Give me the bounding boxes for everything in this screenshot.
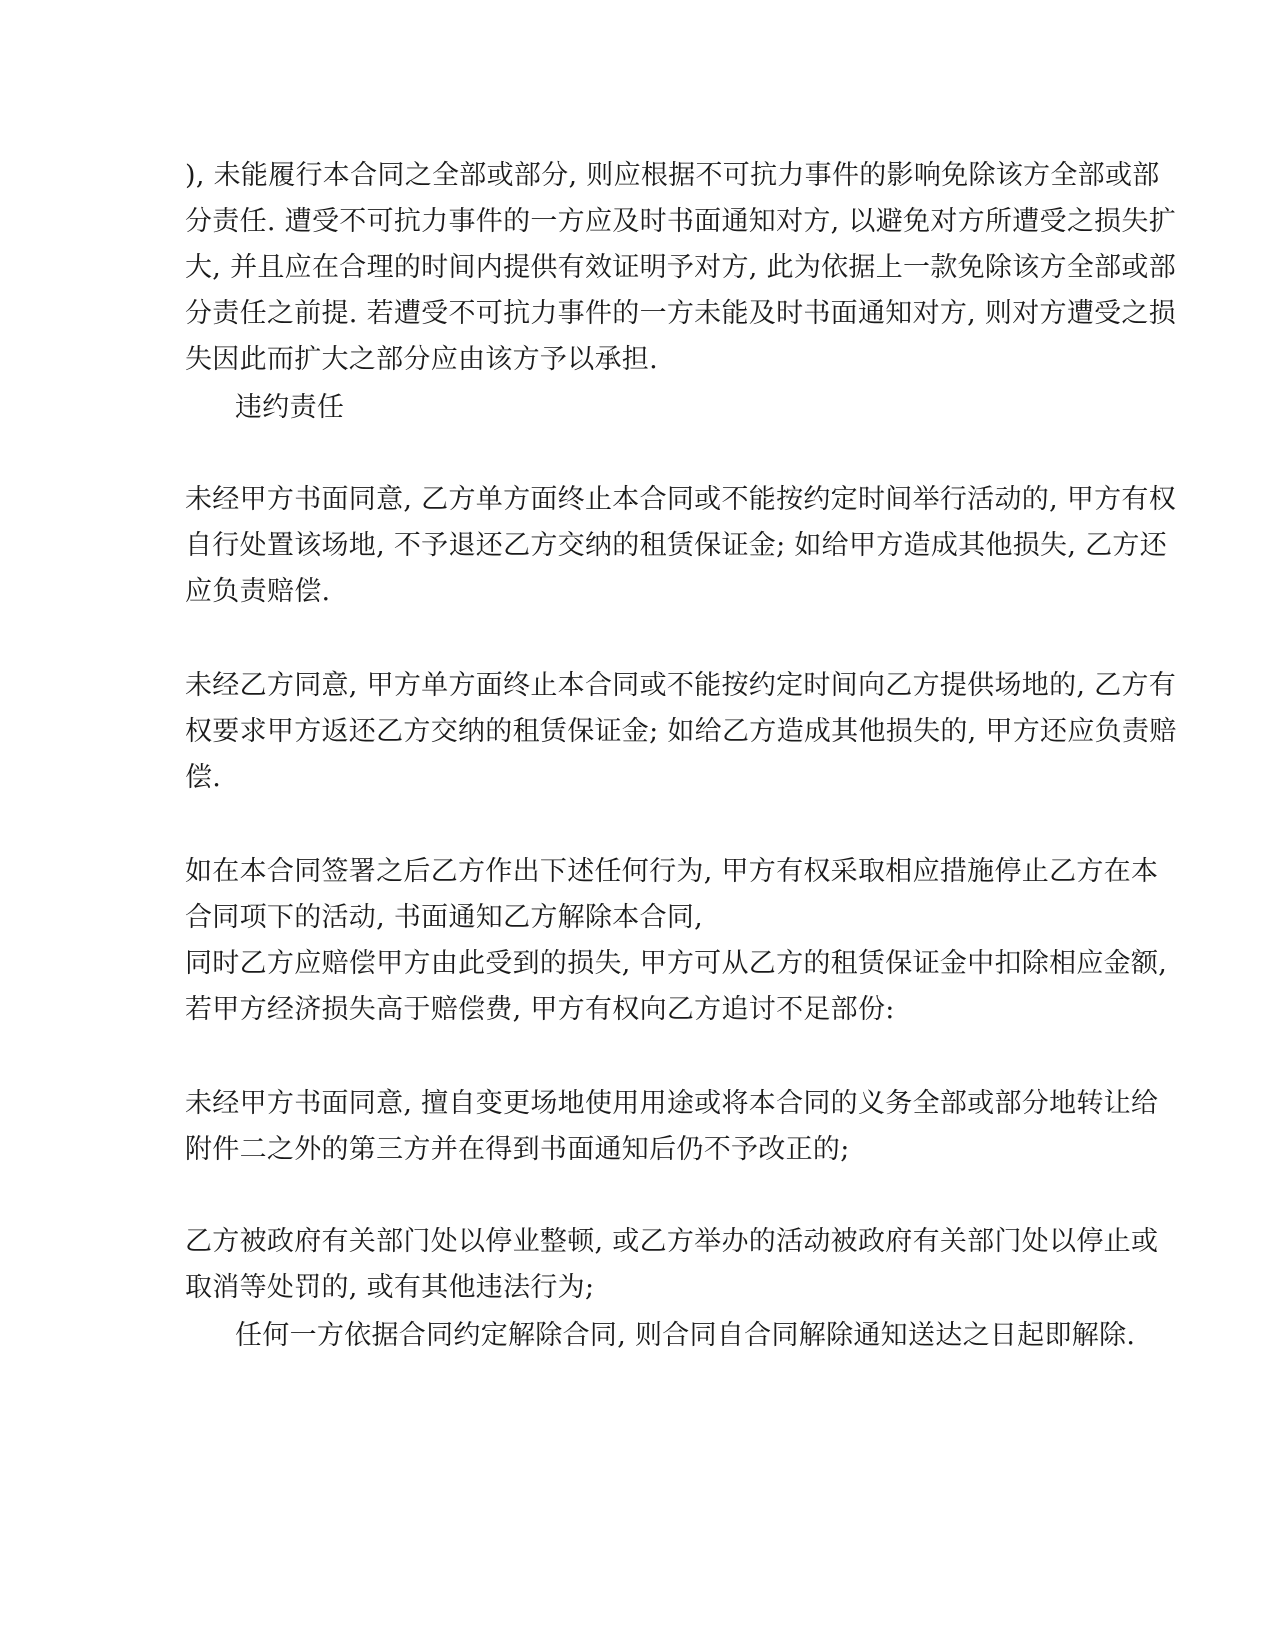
text-line: ), 未能履行本合同之全部或部分, 则应根据不可抗力事件的影响免除该方全部或部 [185,160,1160,191]
text-line: 自行处置该场地, 不予退还乙方交纳的租赁保证金; 如给甲方造成其他损失, 乙方还 [185,530,1168,561]
text-line: 合同项下的活动, 书面通知乙方解除本合同, [185,902,704,933]
text-line: 大, 并且应在合理的时间内提供有效证明予对方, 此为依据上一款免除该方全部或部 [185,252,1177,283]
text-line: 附件二之外的第三方并在得到书面通知后仍不予改正的; [185,1134,850,1165]
text-line: 同时乙方应赔偿甲方由此受到的损失, 甲方可从乙方的租赁保证金中扣除相应金额, [185,948,1168,979]
text-line: 取消等处罚的, 或有其他违法行为; [185,1272,595,1303]
paragraph-termination-effective: 任何一方依据合同约定解除合同, 则合同自合同解除通知送达之日起即解除. [235,1320,1136,1351]
text-line: 权要求甲方返还乙方交纳的租赁保证金; 如给乙方造成其他损失的, 甲方还应负责赔 [185,716,1177,747]
text-line: 未经甲方书面同意, 擅自变更场地使用用途或将本合同的义务全部或部分地转让给 [185,1088,1159,1119]
text-line: 乙方被政府有关部门处以停业整顿, 或乙方举办的活动被政府有关部门处以停止或 [185,1226,1159,1257]
text-line: 若甲方经济损失高于赔偿费, 甲方有权向乙方追讨不足部份: [185,994,895,1025]
section-heading: 违约责任 [235,392,345,423]
text-line: 未经甲方书面同意, 乙方单方面终止本合同或不能按约定时间举行活动的, 甲方有权 [185,484,1177,515]
text-line: 失因此而扩大之部分应由该方予以承担. [185,344,658,375]
text-line: 未经乙方同意, 甲方单方面终止本合同或不能按约定时间向乙方提供场地的, 乙方有 [185,670,1177,701]
text-line: 分责任. 遭受不可抗力事件的一方应及时书面通知对方, 以避免对方所遭受之损失扩 [185,206,1177,237]
text-line: 分责任之前提. 若遭受不可抗力事件的一方未能及时书面通知对方, 则对方遭受之损 [185,298,1177,329]
text-line: 偿. [185,762,222,793]
text-line: 如在本合同签署之后乙方作出下述任何行为, 甲方有权采取相应措施停止乙方在本 [185,856,1159,887]
text-line: 应负责赔偿. [185,576,331,607]
